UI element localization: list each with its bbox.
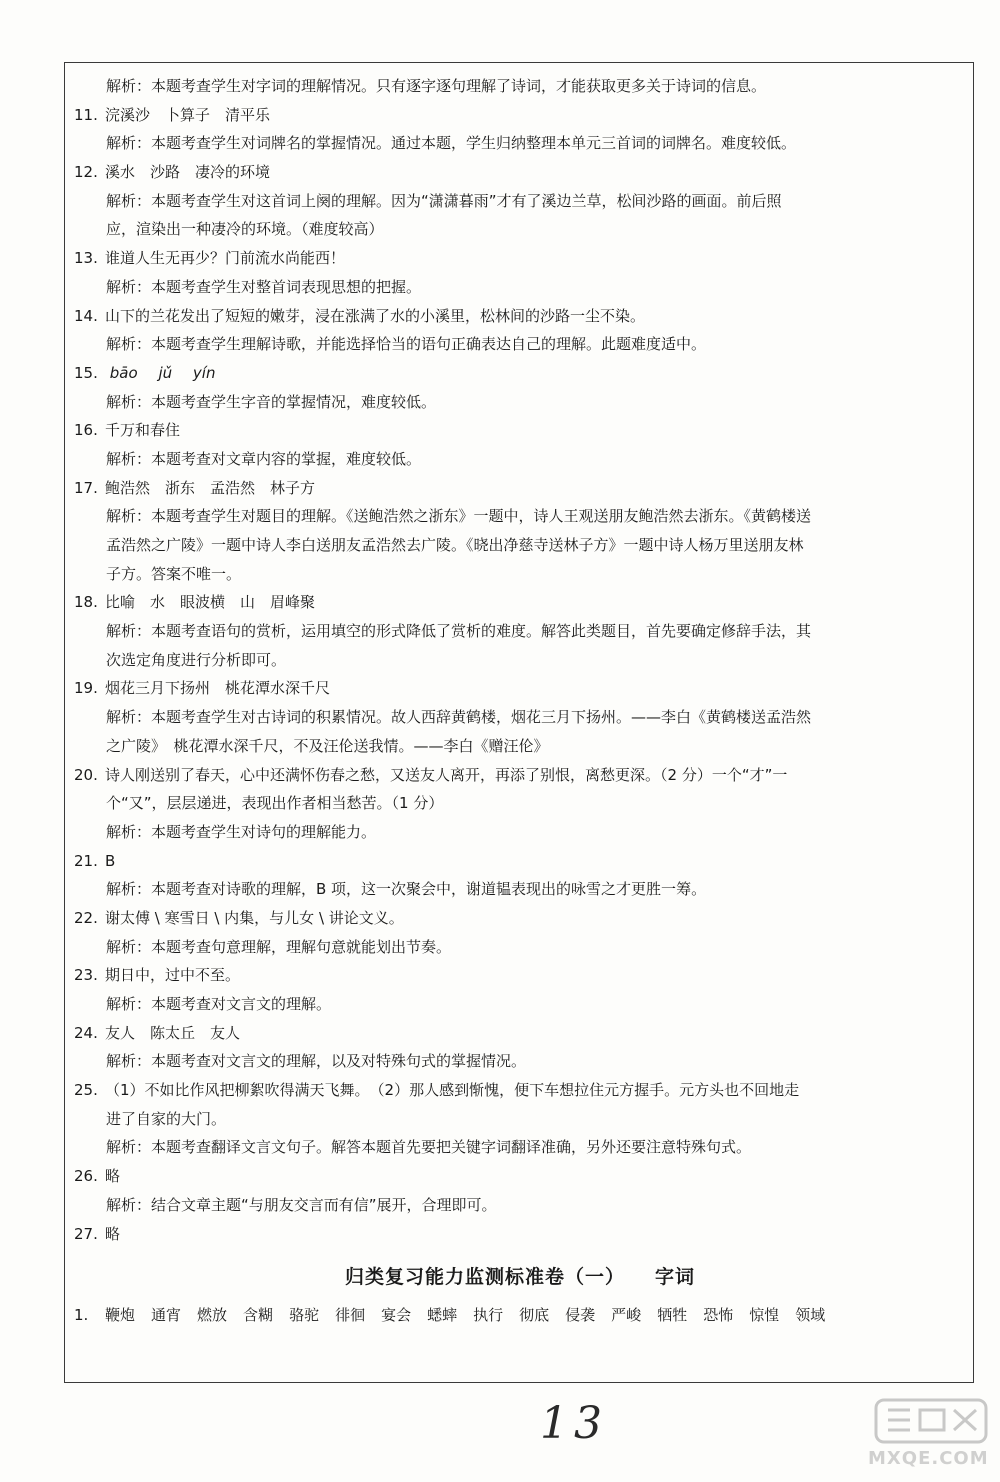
answer-explanation-line xyxy=(74,1105,966,1134)
handwritten-page-number: 13 xyxy=(540,1398,608,1449)
line-text: 解析：本题考查学生对题目的理解。《送鲍浩然之浙东》一题中，诗人王观送朋友鲍浩然去浙东。《黄鹤楼送 xyxy=(106,507,812,526)
vocab-word: 燃放 xyxy=(197,1306,228,1325)
item-number: 11. xyxy=(74,105,98,124)
line-text: 千万和春住 xyxy=(105,421,181,440)
line-text: 解析：本题考查学生对这首词上阕的理解。因为“潇潇暮雨”才有了溪边兰草，松间沙路的画面。前后照 xyxy=(106,191,782,210)
answer-explanation-line xyxy=(74,990,966,1019)
line-text: 解析：本题考查学生对诗句的理解能力。 xyxy=(106,822,377,841)
pinyin-2: jǔ xyxy=(158,363,173,382)
item-number: 18. xyxy=(74,593,98,612)
line-text: 谢太傅 \ 寒雪日 \ 内集，与儿女 \ 讲论文义。 xyxy=(105,908,404,927)
line-text: 次选定角度进行分析即可。 xyxy=(106,650,287,669)
answer-explanation-line xyxy=(74,1191,966,1220)
watermark-text: MXQE.COM xyxy=(868,1448,989,1469)
line-text: 解析：本题考查学生对古诗词的积累情况。故人西辞黄鹤楼，烟花三月下扬州。——李白《黄鹤楼送孟浩然 xyxy=(106,708,812,727)
item-number: 1. xyxy=(74,1306,89,1325)
section-title xyxy=(74,1254,966,1300)
answer-content xyxy=(74,72,966,1330)
answer-item xyxy=(74,244,966,273)
item-number: 12. xyxy=(74,163,98,182)
line-text: 解析：本题考查翻译文言文句子。解答本题首先要把关键字词翻译准确，另外还要注意特殊句式。 xyxy=(106,1138,752,1157)
answers-block-1 xyxy=(74,72,966,359)
line-text: 应，渲染出一种凄冷的环境。（难度较高） xyxy=(106,220,384,239)
line-text: 之广陵》 桃花潭水深千尺，不及汪伦送我情。——李白《赠汪伦》 xyxy=(106,736,549,755)
answer-explanation-line xyxy=(74,560,966,589)
answer-item xyxy=(74,1162,966,1191)
line-text: 解析：本题考查句意理解，理解句意就能划出节奏。 xyxy=(106,937,452,956)
line-text: 解析：本题考查学生对整首词表现思想的把握。 xyxy=(106,277,422,296)
item-number: 21. xyxy=(74,851,98,870)
line-text: 诗人刚送别了春天，心中还满怀伤春之愁，又送友人离开，再添了别恨，离愁更深。（2 分）一个“才”一 xyxy=(105,765,788,784)
item-number: 24. xyxy=(74,1023,98,1042)
line-text: 进了自家的大门。 xyxy=(106,1109,227,1128)
vocab-line xyxy=(74,1300,966,1330)
item-number: 20. xyxy=(74,765,98,784)
answer-explanation-line xyxy=(74,129,966,158)
answer-explanation-line xyxy=(74,875,966,904)
section-title-main: 归类复习能力监测标准卷（一） xyxy=(344,1266,625,1289)
answer-explanation-line xyxy=(74,1133,966,1162)
answer-item xyxy=(74,474,966,503)
answer-explanation-line xyxy=(74,445,966,474)
answer-item xyxy=(74,1220,966,1249)
answer-explanation-line xyxy=(74,789,966,818)
line-text: 烟花三月下扬州 桃花潭水深千尺 xyxy=(105,679,331,698)
answer-item-15 xyxy=(74,359,966,388)
vocab-word: 侵袭 xyxy=(565,1306,596,1325)
answer-explanation-line xyxy=(74,732,966,761)
item-number: 27. xyxy=(74,1224,98,1243)
vocab-word: 严峻 xyxy=(611,1306,642,1325)
answer-item xyxy=(74,416,966,445)
answer-item xyxy=(74,761,966,790)
answer-explanation-line xyxy=(74,273,966,302)
vocab-word: 领域 xyxy=(795,1306,826,1325)
answer-explanation-line xyxy=(74,703,966,732)
line-text: 鲍浩然 浙东 孟浩然 林子方 xyxy=(105,478,316,497)
item-number: 22. xyxy=(74,908,98,927)
watermark-icon xyxy=(874,1396,992,1446)
answer-item xyxy=(74,588,966,617)
line-text: 略 xyxy=(105,1167,121,1186)
answer-item xyxy=(74,961,966,990)
item-number: 15. xyxy=(74,363,98,382)
item-number: 25. xyxy=(74,1081,98,1100)
vocab-word: 徘徊 xyxy=(335,1306,366,1325)
line-text: 溪水 沙路 凄冷的环境 xyxy=(105,163,271,182)
vocab-word: 蟋蟀 xyxy=(427,1306,458,1325)
item-number: 13. xyxy=(74,249,98,268)
pinyin-answers xyxy=(110,364,232,382)
item-number: 14. xyxy=(74,306,98,325)
line-text: 个“又”，层层递进，表现出作者相当愁苦。（1 分） xyxy=(106,794,444,813)
item-number: 19. xyxy=(74,679,98,698)
item-number: 23. xyxy=(74,966,98,985)
line-text: 山下的兰花发出了短短的嫩芽，浸在涨满了水的小溪里，松林间的沙路一尘不染。 xyxy=(105,306,646,325)
item-number: 16. xyxy=(74,421,98,440)
line-text: （1）不如比作风把柳絮吹得满天飞舞。 （2）那人感到惭愧，便下车想拉住元方握手。元方头也不回地走 xyxy=(105,1081,800,1100)
vocab-word: 鞭炮 xyxy=(105,1306,136,1325)
line-text: 解析：本题考查对文章内容的掌握，难度较低。 xyxy=(106,449,422,468)
vocab-word: 含糊 xyxy=(243,1306,274,1325)
answer-item xyxy=(74,1076,966,1105)
answer-explanation-line xyxy=(74,72,966,101)
vocab-word: 骆驼 xyxy=(289,1306,320,1325)
line-text: 略 xyxy=(105,1224,121,1243)
answer-explanation-line xyxy=(74,531,966,560)
line-text: 浣溪沙 卜算子 清平乐 xyxy=(105,105,271,124)
answer-explanation-line xyxy=(74,646,966,675)
watermark-logo xyxy=(868,1396,998,1476)
line-text: 比喻 水 眼波横 山 眉峰聚 xyxy=(105,593,316,612)
line-text: 孟浩然之广陵》一题中诗人李白送朋友孟浩然去广陵。《晓出净慈寺送林子方》一题中诗人杨万里送朋友林 xyxy=(106,536,804,554)
line-text: 谁道人生无再少？门前流水尚能西！ xyxy=(105,249,346,268)
answer-item xyxy=(74,674,966,703)
answer-explanation-line xyxy=(74,187,966,216)
vocab-word: 通宵 xyxy=(151,1306,182,1325)
answer-explanation-line xyxy=(74,1047,966,1076)
vocab-word: 宴会 xyxy=(381,1306,412,1325)
line-text: 子方。答案不唯一。 xyxy=(106,564,242,583)
line-text: 解析：结合文章主题“与朋友交言而有信”展开，合理即可。 xyxy=(106,1195,497,1214)
answer-explanation-line xyxy=(74,502,966,531)
pinyin-1: bāo xyxy=(109,363,138,382)
line-text: 解析：本题考查学生对字词的理解情况。只有逐字逐句理解了诗词，才能获取更多关于诗词的信息。 xyxy=(106,77,767,95)
line-text: 解析：本题考查对诗歌的理解，B 项，这一次聚会中，谢道韫表现出的咏雪之才更胜一筹。 xyxy=(106,880,707,899)
answer-item xyxy=(74,101,966,130)
line-text: 解析：本题考查学生理解诗歌，并能选择恰当的语句正确表达自己的理解。此题难度适中。 xyxy=(106,335,707,354)
vocab-word: 惊惶 xyxy=(749,1306,780,1325)
answer-item xyxy=(74,1019,966,1048)
section-title-sub: 字词 xyxy=(655,1266,696,1289)
item-number: 26. xyxy=(74,1167,98,1186)
answer-explanation-line xyxy=(74,388,966,417)
item-number: 17. xyxy=(74,478,98,497)
line-text: 解析：本题考查学生对词牌名的掌握情况。通过本题，学生归纳整理本单元三首词的词牌名。难度较低。 xyxy=(106,134,797,153)
vocab-words xyxy=(105,1306,841,1324)
answer-explanation-line xyxy=(74,617,966,646)
answers-block-2 xyxy=(74,388,966,1249)
line-text: 解析：本题考查对文言文的理解，以及对特殊句式的掌握情况。 xyxy=(106,1052,527,1071)
vocab-word: 恐怖 xyxy=(703,1306,734,1325)
answer-explanation-line xyxy=(74,933,966,962)
line-text: B xyxy=(105,851,116,870)
answer-explanation-line xyxy=(74,330,966,359)
vocab-word: 牺牲 xyxy=(657,1306,688,1325)
answer-item xyxy=(74,847,966,876)
line-text: 解析：本题考查对文言文的理解。 xyxy=(106,995,332,1013)
answer-item xyxy=(74,904,966,933)
line-text: 解析：本题考查语句的赏析，运用填空的形式降低了赏析的难度。解答此类题目，首先要确定修辞手法，其 xyxy=(106,622,812,641)
answer-item xyxy=(74,302,966,331)
line-text: 期日中，过中不至。 xyxy=(105,966,241,985)
vocab-word: 执行 xyxy=(473,1306,504,1325)
line-text: 友人 陈太丘 友人 xyxy=(105,1023,241,1042)
pinyin-3: yín xyxy=(192,363,216,382)
answer-explanation-line xyxy=(74,215,966,244)
answer-item xyxy=(74,158,966,187)
answer-explanation-line xyxy=(74,818,966,847)
line-text: 解析：本题考查学生字音的掌握情况，难度较低。 xyxy=(106,392,437,411)
vocab-word: 彻底 xyxy=(519,1306,550,1325)
